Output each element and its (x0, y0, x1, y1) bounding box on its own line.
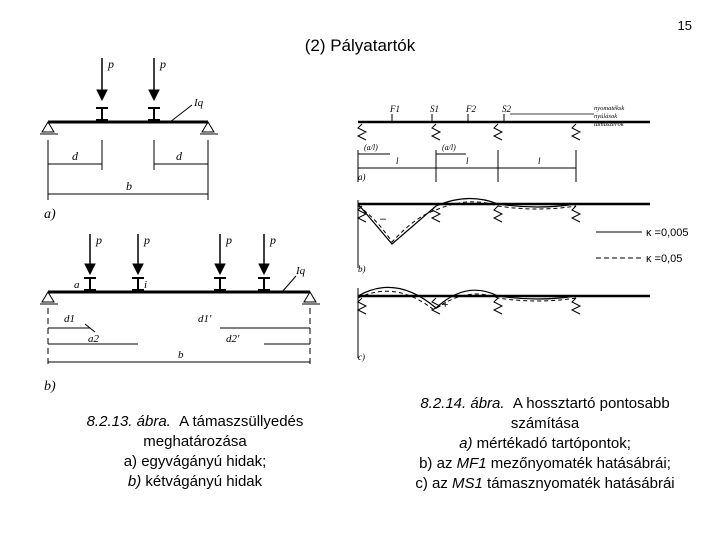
caption-right (380, 394, 710, 494)
panel-b-MF1-influence (358, 198, 650, 274)
legend-solid-label: κ =0,005 (646, 227, 689, 239)
influence-line-solid-c (358, 287, 576, 308)
caption-left-line-4 (50, 472, 340, 492)
beam-leader-b (282, 276, 296, 292)
rail-label-i: i (144, 279, 148, 291)
caption-right-line3-text: mértékadó tartópontok; (476, 435, 631, 452)
caption-left-line-1 (50, 412, 340, 432)
load-label-b3: p (226, 233, 232, 247)
caption-left-fig-ref: 8.2.13. ábra. (86, 413, 171, 430)
dim-l-3: l (538, 156, 541, 166)
dim-d1: d1 (64, 313, 75, 325)
load-label-b2: p (144, 233, 150, 247)
label-S2: S2 (502, 104, 511, 114)
legend-dashed-label: κ =0,05 (646, 253, 683, 265)
caption-right-MS1: MS1 (452, 475, 483, 492)
rail-profiles (96, 108, 160, 120)
panel-a-single-track (40, 57, 218, 222)
beam-label-b: Iq (296, 265, 306, 277)
minus-sign: – (380, 213, 387, 225)
caption-right-line4-pre: b) az (419, 455, 453, 472)
caption-right-line-5 (380, 474, 710, 494)
label-F1: F1 (390, 104, 400, 114)
dim-l-2: l (466, 156, 469, 166)
note-line-3: támaszerők (594, 121, 624, 128)
influence-line-solid (358, 198, 576, 244)
dim-d2-prime: d2' (226, 333, 240, 345)
panel-a-label: a) (44, 207, 56, 222)
caption-right-line1-text: A hossztartó pontosabb (512, 395, 670, 412)
beam-label: Iq (194, 97, 204, 109)
load-arrowhead-2 (149, 90, 159, 100)
load-arrowhead-b3 (215, 264, 225, 274)
caption-right-line5-pre: c) az (415, 475, 448, 492)
dim-d-right: d (176, 149, 182, 163)
right-figure-stringer-influence-lines (350, 96, 712, 366)
caption-right-line-4 (380, 454, 710, 474)
caption-right-line-2: számítása (510, 415, 580, 432)
caption-left-line-3: a) egyvágányú hidak; (123, 453, 267, 470)
caption-right-line-3 (380, 434, 710, 454)
rail-profiles-b (84, 278, 270, 290)
legend (596, 227, 689, 265)
dim-a2: a2 (88, 333, 99, 345)
dim-small-left-label: (a/l) (364, 143, 378, 152)
dim-l-1: l (396, 156, 399, 166)
load-arrowhead-b1 (85, 264, 95, 274)
plus-sign: + (442, 299, 449, 311)
panel-a-label: a) (358, 172, 366, 182)
influence-line-dashed-c (358, 291, 576, 310)
caption-right-line-1 (380, 394, 710, 414)
load-label-2: p (160, 57, 166, 71)
caption-left-line1-text: A támaszsüllyedés (179, 413, 304, 430)
panel-c-MS1-influence (358, 287, 650, 362)
slide-title: (2) Pályatartók (304, 36, 416, 55)
caption-left (50, 412, 340, 492)
note-line-1: nyomatéksk (594, 105, 625, 112)
panel-a-supports (358, 104, 650, 182)
left-figure-support-settlement (30, 50, 330, 400)
panel-b-label: b) (44, 379, 56, 394)
load-label-b1: p (96, 233, 102, 247)
note-line-2: nyúlások (594, 113, 618, 120)
label-S1: S1 (430, 104, 439, 114)
caption-left-line4-text: kétvágányú hidak (145, 473, 263, 490)
caption-right-MF1: MF1 (456, 455, 487, 472)
caption-right-fig-ref: 8.2.14. ábra. (420, 395, 505, 412)
dim-d1-prime: d1' (198, 313, 212, 325)
load-arrowhead-b4 (259, 264, 269, 274)
caption-left-line-2: meghatározása (143, 433, 247, 450)
page-number: 15 (677, 18, 692, 33)
panel-c-label: c) (358, 352, 365, 362)
dim-b-b: b (178, 349, 184, 361)
caption-right-a-label: a) (459, 435, 473, 452)
label-F2: F2 (466, 104, 476, 114)
beam-leader (170, 105, 192, 122)
load-arrowhead-1 (97, 90, 107, 100)
load-label-b4: p (270, 233, 276, 247)
influence-line-dashed (358, 202, 576, 242)
caption-right-line5-text: támasznyomaték hatásábrái (487, 475, 675, 492)
dim-b: b (126, 179, 132, 193)
panel-b-label: b) (358, 264, 366, 274)
panel-b-double-track (40, 233, 320, 394)
rail-label-a: a (74, 279, 80, 291)
load-label-1: p (108, 57, 114, 71)
dim-small-mid-label: (a/l) (442, 143, 456, 152)
caption-left-b-label: b) (127, 473, 142, 490)
dim-d-left: d (72, 149, 78, 163)
load-arrowhead-b2 (133, 264, 143, 274)
spring-supports (358, 124, 580, 140)
caption-right-line4-text: mezőnyomaték hatásábrái; (490, 455, 671, 472)
